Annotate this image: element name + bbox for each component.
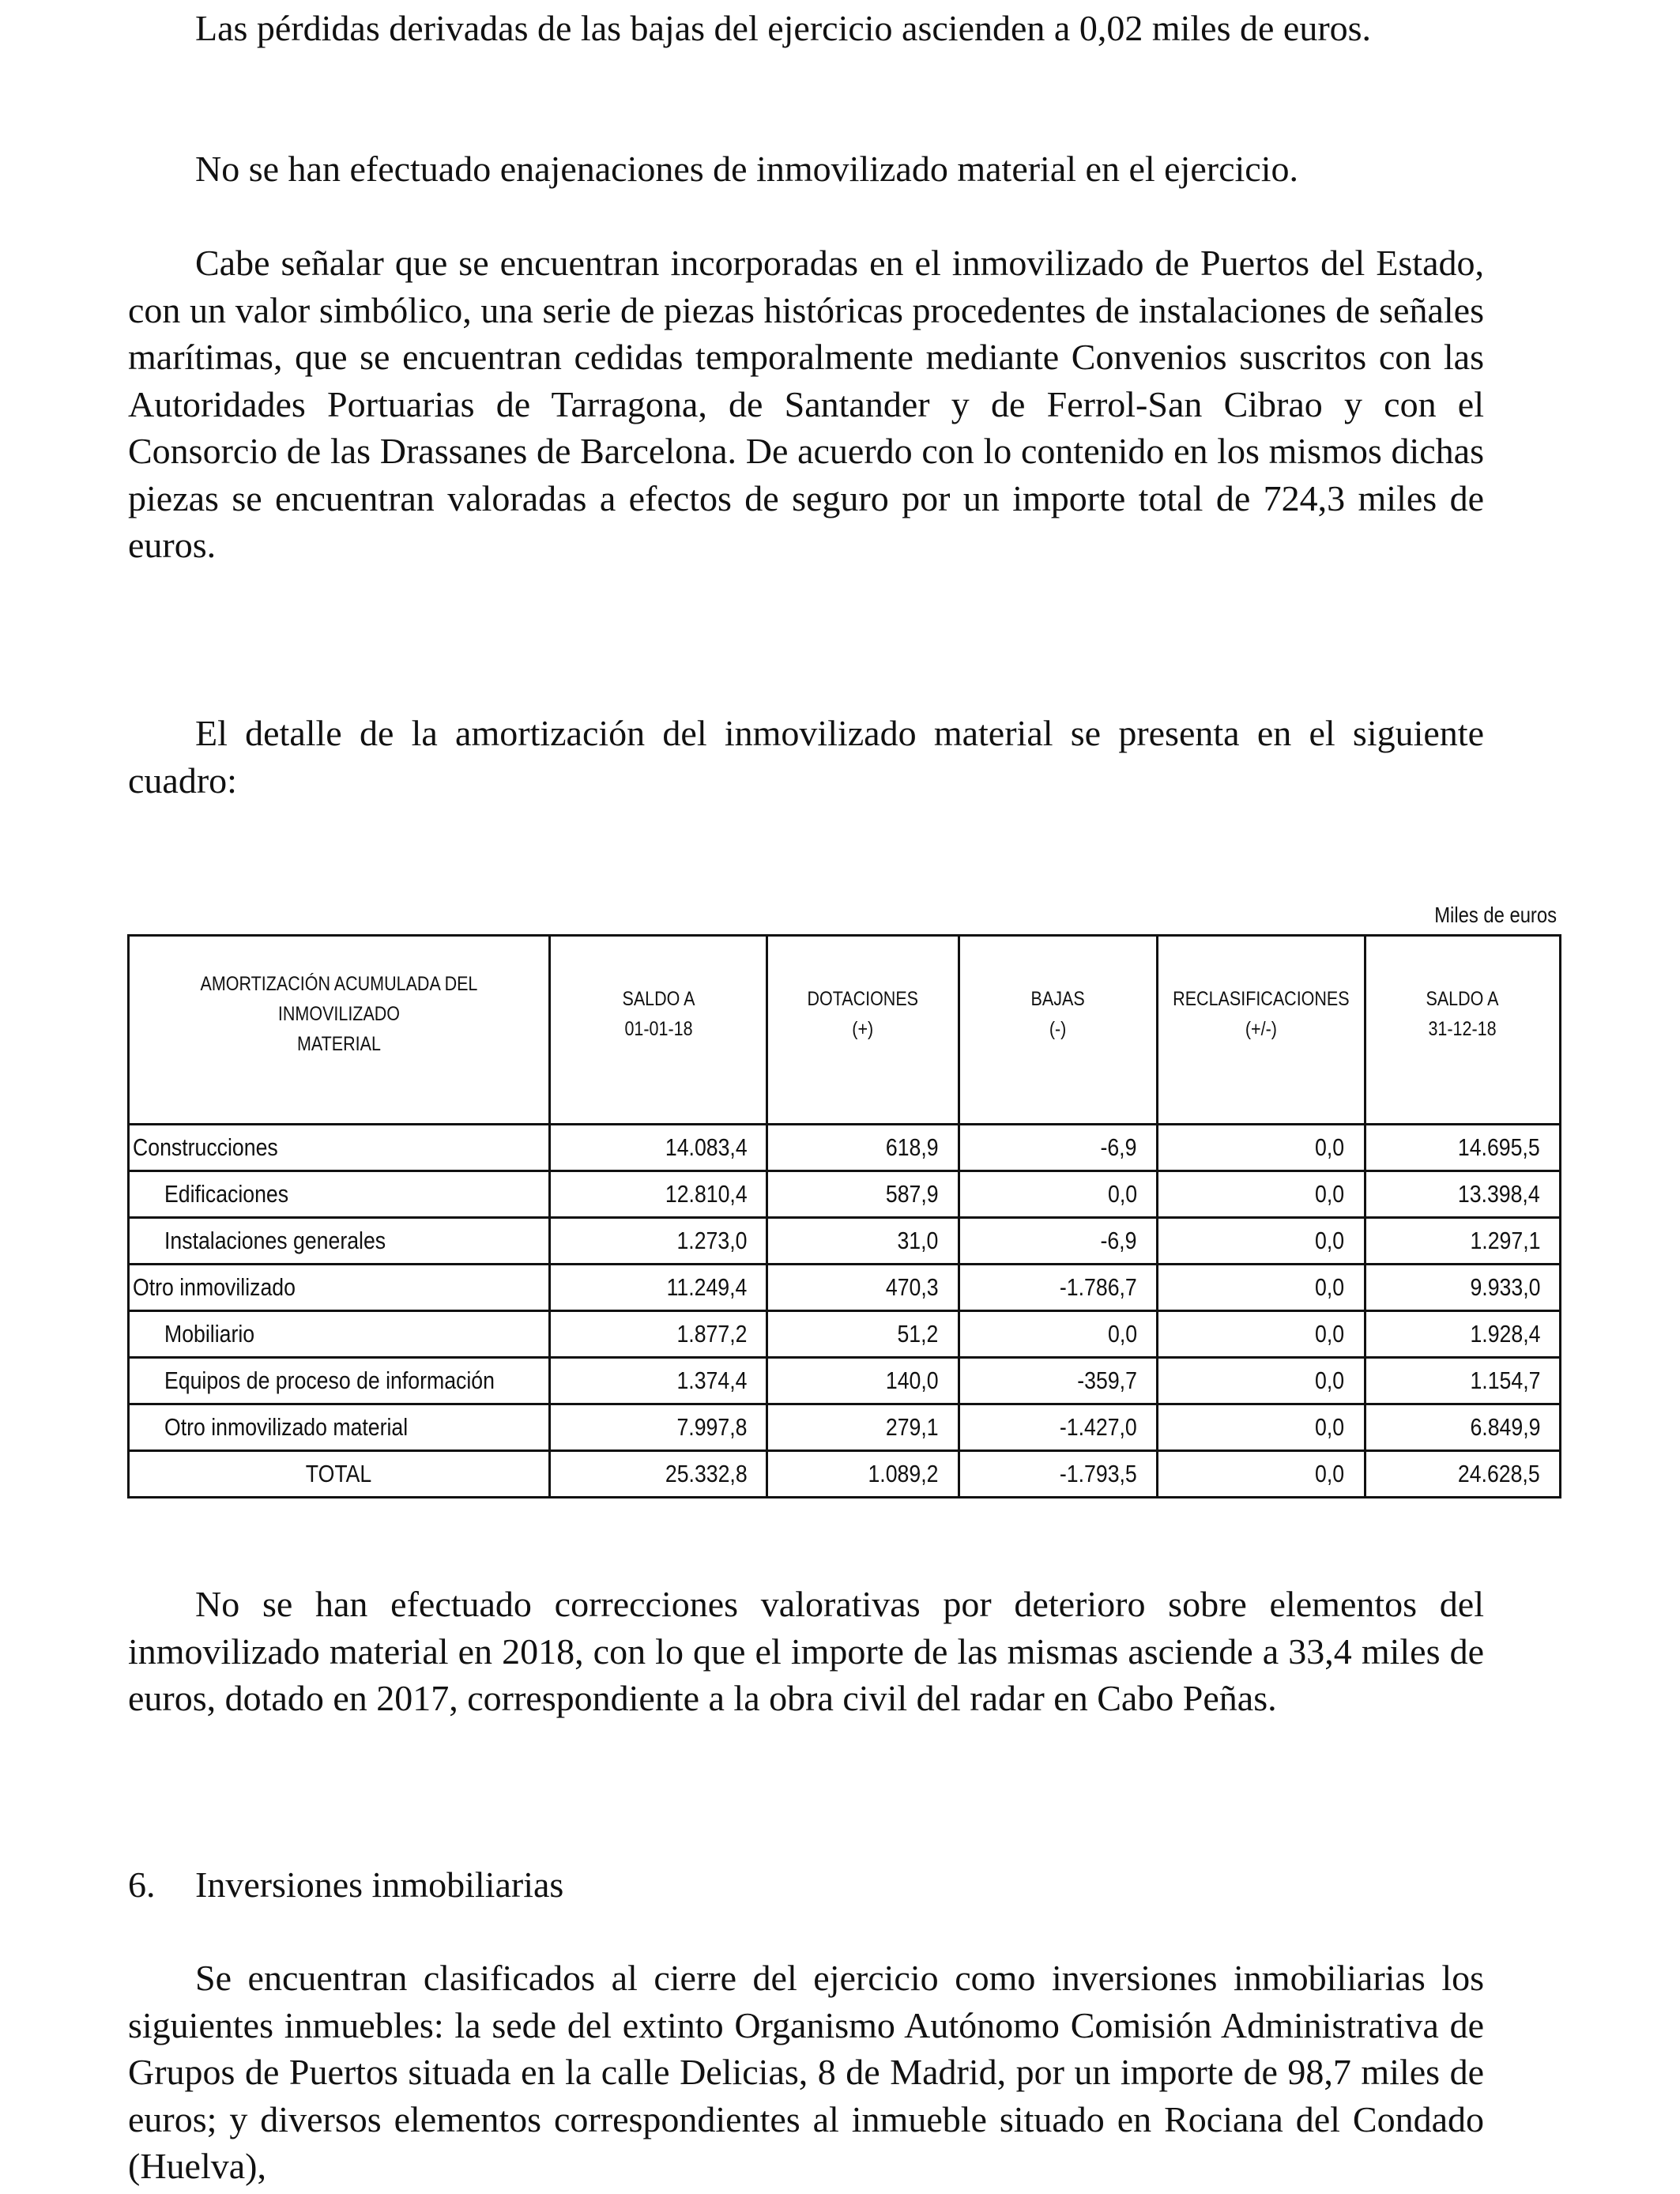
cell-bajas: -1.427,0 <box>959 1404 1157 1451</box>
paragraph-text: El detalle de la amortización del inmovilizado material se presenta en el siguiente cuadro: <box>128 713 1484 801</box>
row-label: Equipos de proceso de información <box>129 1358 550 1404</box>
cell-saldo-inicial: 1.877,2 <box>549 1311 767 1358</box>
cell-saldo-inicial: 1.273,0 <box>549 1218 767 1265</box>
table-row-construcciones <box>129 1125 1561 1171</box>
cell-dotaciones: 618,9 <box>767 1125 959 1171</box>
cell-saldo-inicial: 12.810,4 <box>549 1171 767 1218</box>
paragraph-historical-pieces <box>128 239 1484 569</box>
cell-saldo-inicial: 7.997,8 <box>549 1404 767 1451</box>
cell-bajas: 0,0 <box>959 1171 1157 1218</box>
header-dotaciones: DOTACIONES (+) <box>767 936 959 1125</box>
cell-reclasificaciones: 0,0 <box>1157 1404 1365 1451</box>
cell-dotaciones: 470,3 <box>767 1265 959 1311</box>
table-row-otro-inmovilizado-material <box>129 1404 1561 1451</box>
table-row-mobiliario <box>129 1311 1561 1358</box>
header-saldo-final: SALDO A 31-12-18 <box>1365 936 1560 1125</box>
header-saldo-inicial: SALDO A 01-01-18 <box>549 936 767 1125</box>
cell-reclasificaciones: 0,0 <box>1157 1451 1365 1498</box>
cell-dotaciones: 140,0 <box>767 1358 959 1404</box>
cell-dotaciones: 587,9 <box>767 1171 959 1218</box>
section-number: 6. <box>128 1864 156 1905</box>
table-unit-note: Miles de euros <box>1434 903 1557 927</box>
cell-bajas: 0,0 <box>959 1311 1157 1358</box>
paragraph-inversiones-inmobiliarias <box>128 1955 1484 2190</box>
row-label: Edificaciones <box>129 1171 550 1218</box>
cell-bajas: -359,7 <box>959 1358 1157 1404</box>
row-label: Construcciones <box>129 1125 550 1171</box>
header-bajas: BAJAS (-) <box>959 936 1157 1125</box>
cell-saldo-final: 14.695,5 <box>1365 1125 1560 1171</box>
cell-saldo-inicial: 1.374,4 <box>549 1358 767 1404</box>
cell-bajas: -1.793,5 <box>959 1451 1157 1498</box>
cell-dotaciones: 31,0 <box>767 1218 959 1265</box>
row-label: Otro inmovilizado <box>129 1265 550 1311</box>
cell-reclasificaciones: 0,0 <box>1157 1311 1365 1358</box>
cell-saldo-final: 13.398,4 <box>1365 1171 1560 1218</box>
cell-saldo-final: 1.928,4 <box>1365 1311 1560 1358</box>
table-row-equipos-proceso-informacion <box>129 1358 1561 1404</box>
paragraph-table-intro <box>128 710 1484 804</box>
header-concept: AMORTIZACIÓN ACUMULADA DEL INMOVILIZADO MATERIAL <box>129 936 550 1125</box>
row-label: Instalaciones generales <box>129 1218 550 1265</box>
table-row-otro-inmovilizado <box>129 1265 1561 1311</box>
cell-dotaciones: 51,2 <box>767 1311 959 1358</box>
cell-bajas: -6,9 <box>959 1125 1157 1171</box>
cell-saldo-final: 1.154,7 <box>1365 1358 1560 1404</box>
cell-reclasificaciones: 0,0 <box>1157 1358 1365 1404</box>
section-heading <box>128 1861 1484 1909</box>
row-label: Mobiliario <box>129 1311 550 1358</box>
paragraph-text: Las pérdidas derivadas de las bajas del ejercicio ascienden a 0,02 miles de euros. <box>195 8 1372 48</box>
paragraph-bajas-losses <box>128 5 1484 52</box>
cell-reclasificaciones: 0,0 <box>1157 1265 1365 1311</box>
paragraph-deterioro <box>128 1581 1484 1722</box>
table-row-total <box>129 1451 1561 1498</box>
cell-reclasificaciones: 0,0 <box>1157 1218 1365 1265</box>
paragraph-text: Cabe señalar que se encuentran incorporadas en el inmovilizado de Puertos del Estado, con un valor simbólico, una serie de piezas históricas procedentes de instalaciones de señales marítimas, que se encuentran cedidas temporalmente mediante Convenios suscritos con las Autoridades Portuarias de Tarragona, de Santander y de Ferrol-San Cibrao y con el Consorcio de las Drassanes de Barcelona. De acuerdo con lo contenido en los mismos dichas piezas se encuentran valoradas a efectos de seguro por un importe total de 724,3 miles de euros. <box>128 243 1484 565</box>
row-label-total: TOTAL <box>129 1451 550 1498</box>
cell-saldo-final: 6.849,9 <box>1365 1404 1560 1451</box>
amortization-table <box>127 934 1561 1498</box>
cell-reclasificaciones: 0,0 <box>1157 1171 1365 1218</box>
cell-dotaciones: 279,1 <box>767 1404 959 1451</box>
paragraph-no-enajenaciones <box>128 145 1484 193</box>
cell-saldo-inicial: 11.249,4 <box>549 1265 767 1311</box>
table-row-edificaciones <box>129 1171 1561 1218</box>
paragraph-text: No se han efectuado correcciones valorativas por deterioro sobre elementos del inmovilizado material en 2018, con lo que el importe de las mismas asciende a 33,4 miles de euros, dotado en 2017, correspondiente a la obra civil del radar en Cabo Peñas. <box>128 1584 1484 1718</box>
cell-bajas: -6,9 <box>959 1218 1157 1265</box>
cell-saldo-final: 1.297,1 <box>1365 1218 1560 1265</box>
cell-dotaciones: 1.089,2 <box>767 1451 959 1498</box>
cell-saldo-final: 9.933,0 <box>1365 1265 1560 1311</box>
row-label: Otro inmovilizado material <box>129 1404 550 1451</box>
section-title: Inversiones inmobiliarias <box>195 1864 564 1905</box>
table-header-row <box>129 936 1561 1125</box>
cell-reclasificaciones: 0,0 <box>1157 1125 1365 1171</box>
header-reclasificaciones: RECLASIFICACIONES (+/-) <box>1157 936 1365 1125</box>
paragraph-text: No se han efectuado enajenaciones de inmovilizado material en el ejercicio. <box>195 149 1298 189</box>
table-row-instalaciones-generales <box>129 1218 1561 1265</box>
cell-bajas: -1.786,7 <box>959 1265 1157 1311</box>
cell-saldo-inicial: 14.083,4 <box>549 1125 767 1171</box>
paragraph-text: Se encuentran clasificados al cierre del ejercicio como inversiones inmobiliarias los siguientes inmuebles: la sede del extinto Organismo Autónomo Comisión Administrativa de Grupos de Puertos situada en la calle Delicias, 8 de Madrid, por un importe de 98,7 miles de euros; y diversos elementos correspondientes al inmueble situado en Rociana del Condado (Huelva), <box>128 1958 1484 2186</box>
cell-saldo-inicial: 25.332,8 <box>549 1451 767 1498</box>
cell-saldo-final: 24.628,5 <box>1365 1451 1560 1498</box>
